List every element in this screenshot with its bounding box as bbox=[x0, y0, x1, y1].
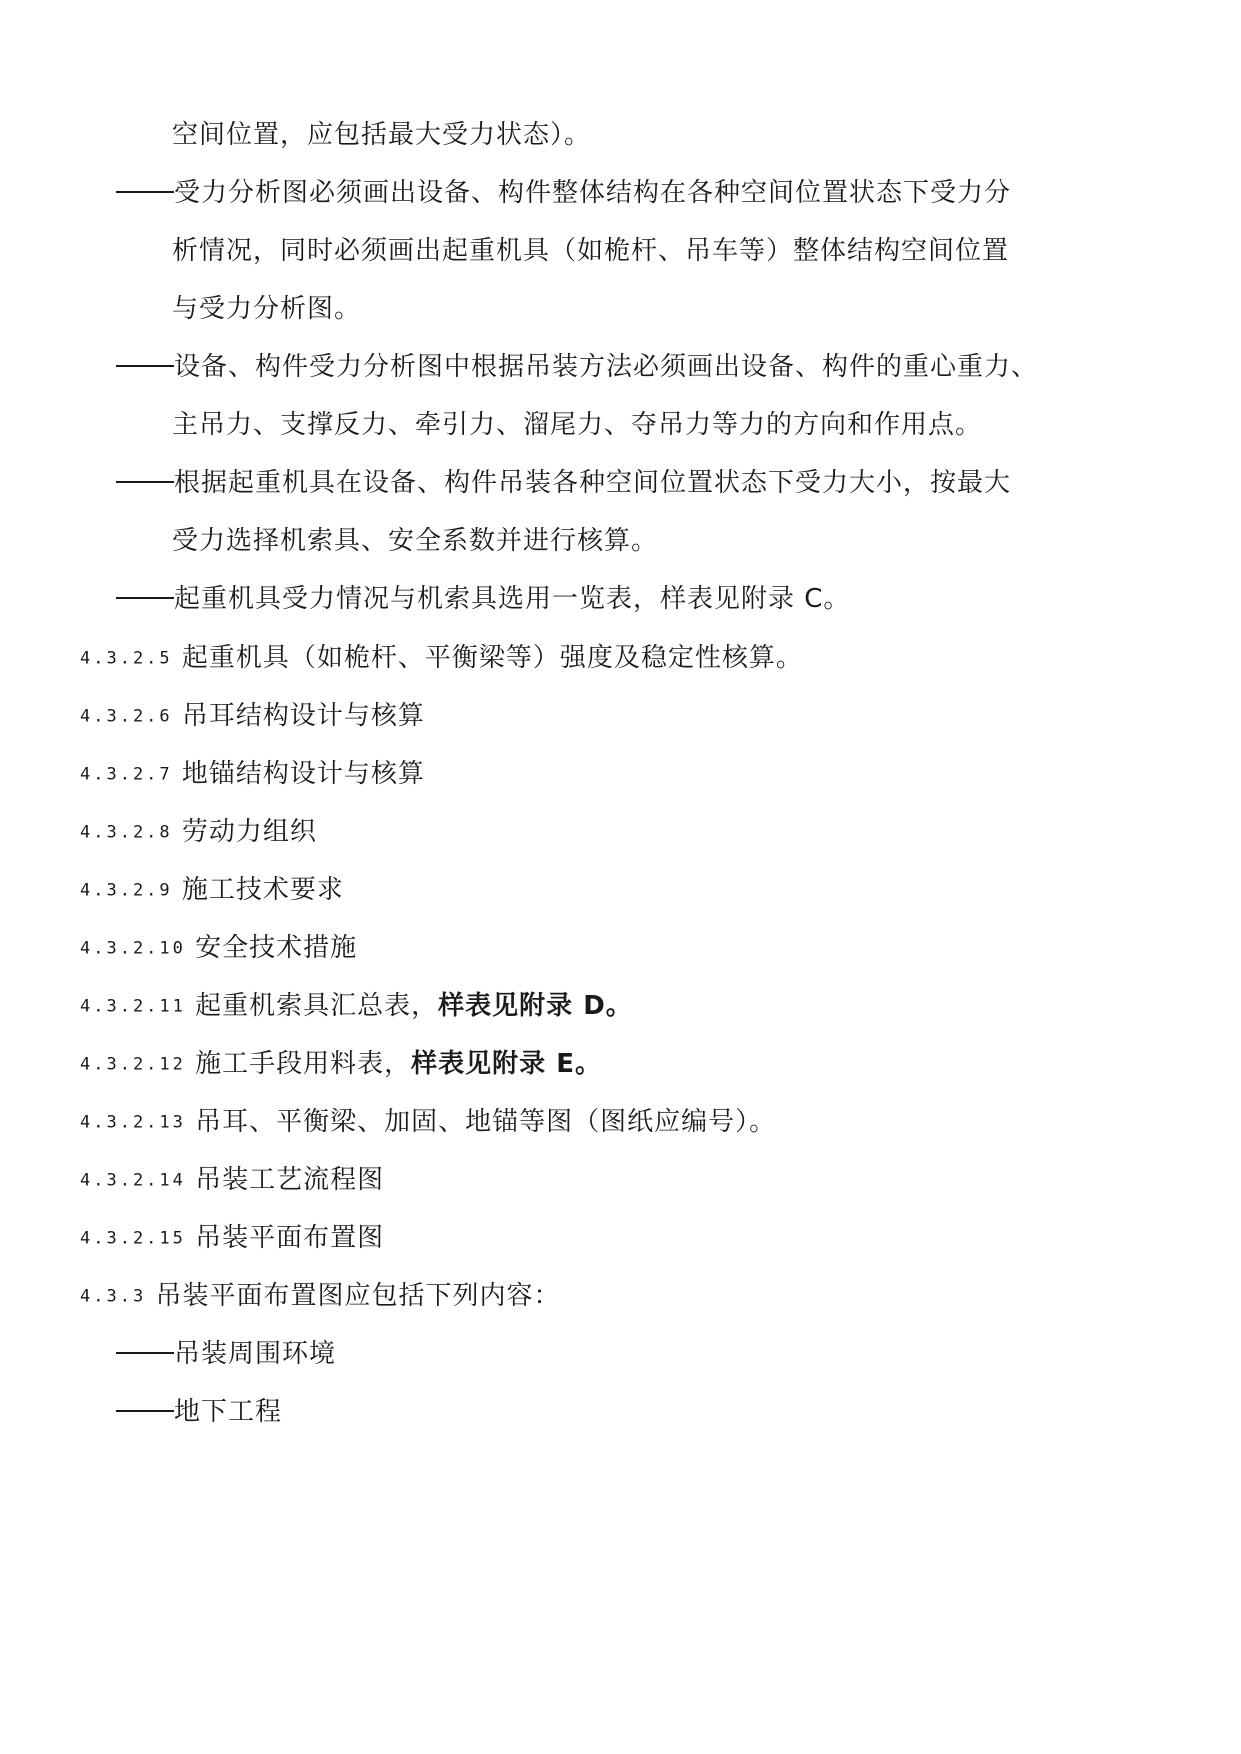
em-dash bbox=[116, 191, 174, 193]
clause-number: 4.3.2.13 bbox=[80, 1112, 186, 1133]
clause-text: 起重机索具汇总表， bbox=[195, 991, 439, 1021]
clause-text: 吊装平面布置图应包括下列内容： bbox=[155, 1281, 561, 1311]
clause-number: 4.3.2.10 bbox=[80, 938, 186, 959]
clause-text: 地锚结构设计与核算 bbox=[181, 759, 425, 789]
clause-text: 安全技术措施 bbox=[195, 933, 358, 963]
clause-number: 4.3.2.5 bbox=[80, 648, 173, 669]
em-dash bbox=[116, 1410, 174, 1412]
clause-text: 施工手段用料表， bbox=[195, 1049, 412, 1079]
clause-4-3-2-10 bbox=[80, 931, 357, 966]
clause-text: 吊耳结构设计与核算 bbox=[181, 701, 425, 731]
clause-4-3-2-12 bbox=[80, 1047, 602, 1082]
clause-4-3-2-9 bbox=[80, 873, 344, 908]
clause-number: 4.3.2.8 bbox=[80, 822, 173, 843]
clause-4-3-2-11 bbox=[80, 989, 633, 1024]
clause-text: 吊装工艺流程图 bbox=[195, 1165, 385, 1195]
text-line: 受力选择机索具、安全系数并进行核算。 bbox=[172, 526, 659, 556]
clause-text: 吊耳、平衡梁、加固、地锚等图（图纸应编号）。 bbox=[195, 1107, 777, 1137]
text-line: 析情况，同时必须画出起重机具（如桅杆、吊车等）整体结构空间位置 bbox=[172, 236, 1010, 266]
dash-list-item: 吊装周围环境 bbox=[116, 1337, 336, 1371]
em-dash bbox=[116, 481, 174, 483]
clause-text: 劳动力组织 bbox=[181, 817, 317, 847]
clause-number: 4.3.2.11 bbox=[80, 996, 186, 1017]
clause-number: 4.3.2.9 bbox=[80, 880, 173, 901]
clause-4-3-3 bbox=[80, 1279, 560, 1314]
appendix-reference: 样表见附录 E。 bbox=[411, 1049, 602, 1079]
clause-number: 4.3.2.14 bbox=[80, 1170, 186, 1191]
clause-4-3-2-8 bbox=[80, 815, 317, 850]
clause-text: 施工技术要求 bbox=[181, 875, 344, 905]
clause-4-3-2-13 bbox=[80, 1105, 776, 1140]
dash-list-item: 根据起重机具在设备、构件吊装各种空间位置状态下受力大小，按最大 bbox=[116, 466, 1011, 500]
clause-text: 吊装平面布置图 bbox=[195, 1223, 385, 1253]
clause-4-3-2-7 bbox=[80, 757, 425, 792]
clause-number: 4.3.2.12 bbox=[80, 1054, 186, 1075]
em-dash bbox=[116, 365, 174, 367]
em-dash bbox=[116, 597, 174, 599]
appendix-reference: 样表见附录 D。 bbox=[438, 991, 633, 1021]
clause-4-3-2-14 bbox=[80, 1163, 384, 1198]
em-dash bbox=[116, 1352, 174, 1354]
clause-number: 4.3.3 bbox=[80, 1286, 147, 1307]
dash-list-item: 设备、构件受力分析图中根据吊装方法必须画出设备、构件的重心重力、 bbox=[116, 350, 1038, 384]
clause-text: 起重机具（如桅杆、平衡梁等）强度及稳定性核算。 bbox=[181, 643, 803, 673]
text-line: 与受力分析图。 bbox=[172, 294, 362, 324]
dash-list-item: 受力分析图必须画出设备、构件整体结构在各种空间位置状态下受力分 bbox=[116, 176, 1011, 210]
clause-number: 4.3.2.6 bbox=[80, 706, 173, 727]
dash-list-item: 地下工程 bbox=[116, 1395, 282, 1429]
clause-number: 4.3.2.15 bbox=[80, 1228, 186, 1249]
clause-4-3-2-15 bbox=[80, 1221, 384, 1256]
clause-number: 4.3.2.7 bbox=[80, 764, 173, 785]
clause-4-3-2-5 bbox=[80, 641, 803, 676]
dash-list-item: 起重机具受力情况与机索具选用一览表，样表见附录 C。 bbox=[116, 582, 850, 616]
text-line: 空间位置，应包括最大受力状态）。 bbox=[172, 120, 592, 150]
clause-4-3-2-6 bbox=[80, 699, 425, 734]
text-line: 主吊力、支撑反力、牵引力、溜尾力、夺吊力等力的方向和作用点。 bbox=[172, 410, 983, 440]
